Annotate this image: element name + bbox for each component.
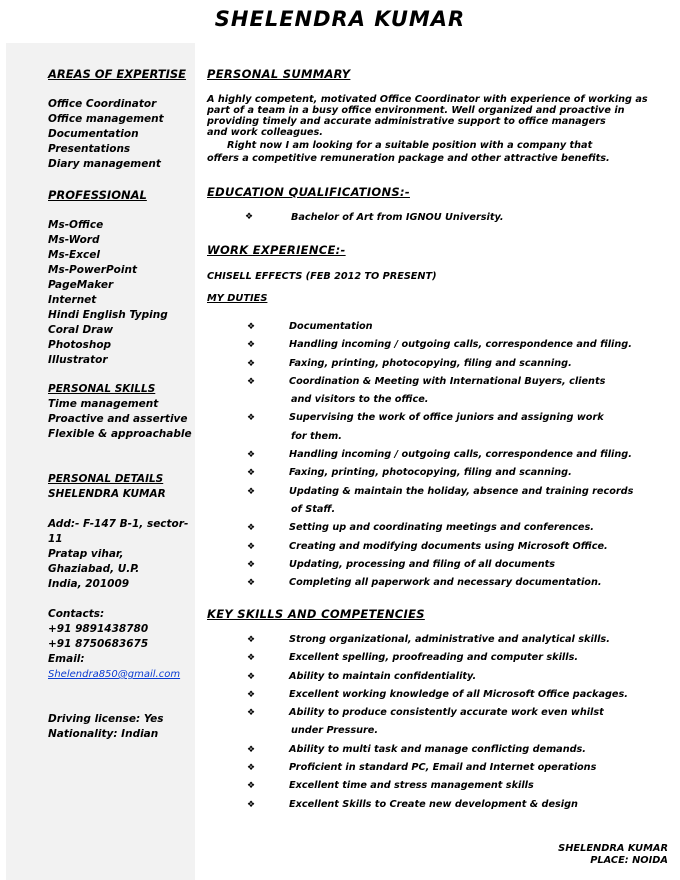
- key-skills-list: [207, 631, 667, 814]
- expertise-item: Presentations: [48, 143, 131, 155]
- driving-license: Driving license: Yes: [48, 713, 164, 725]
- personal-details-heading: PERSONAL DETAILS: [48, 473, 164, 485]
- duties-list: [207, 318, 667, 592]
- bullet-icon: ❖: [247, 578, 256, 589]
- professional-item: PageMaker: [48, 279, 114, 291]
- duty-item-text: Coordination & Meeting with International Buyers, clients: [289, 375, 606, 387]
- skill-item-text: Ability to produce consistently accurate work even whilst: [289, 707, 604, 719]
- duty-item-text: Completing all paperwork and necessary documentation.: [289, 577, 602, 589]
- footer-place: PLACE: NOIDA: [590, 855, 668, 866]
- bullet-icon: ❖: [247, 799, 256, 810]
- address-line: Ghaziabad, U.P.: [48, 563, 140, 575]
- summary-line: part of a team in a busy office environment. Well organized and proactive in: [207, 105, 625, 116]
- duty-item-text-continued: for them.: [291, 430, 342, 442]
- duty-item: [207, 318, 667, 336]
- address-line: Add:- F-147 B-1, sector-11: [48, 518, 189, 545]
- bullet-icon: ❖: [247, 523, 256, 534]
- address-line: Pratap vihar,: [48, 548, 124, 560]
- signature-footer: [558, 843, 668, 867]
- duty-item: [207, 538, 667, 556]
- skill-item: [207, 704, 667, 741]
- professional-item: Internet: [48, 294, 97, 306]
- personal-details-section: [48, 472, 198, 742]
- duty-item: [207, 483, 667, 520]
- skill-item-text: Ability to multi task and manage conflicting demands.: [289, 743, 586, 755]
- duty-item: [207, 464, 667, 482]
- bullet-icon: ❖: [247, 468, 256, 479]
- bullet-icon: ❖: [247, 541, 256, 552]
- education-item: Bachelor of Art from IGNOU University.: [291, 212, 504, 223]
- personal-summary-heading: PERSONAL SUMMARY: [207, 67, 351, 81]
- skill-item-text: Excellent spelling, proofreading and computer skills.: [289, 652, 579, 664]
- my-duties-heading: MY DUTIES: [207, 293, 268, 304]
- duty-item-text: Handling incoming / outgoing calls, correspondence and filing.: [289, 449, 632, 461]
- bullet-icon: ❖: [247, 322, 256, 332]
- skill-item-text-continued: under Pressure.: [291, 725, 379, 737]
- skill-item: Proactive and assertive: [48, 413, 188, 425]
- professional-item: Ms-PowerPoint: [48, 264, 137, 276]
- professional-item: Hindi English Typing: [48, 309, 168, 321]
- personal-skills-heading: PERSONAL SKILLS: [48, 383, 156, 395]
- bullet-icon: ❖: [247, 450, 256, 461]
- duty-item: [207, 556, 667, 574]
- key-skills-list-section: [207, 631, 667, 814]
- summary-line: offers a competitive remuneration package and other attractive benefits.: [207, 153, 610, 164]
- nationality: Nationality: Indian: [48, 728, 159, 740]
- professional-item: Illustrator: [48, 354, 108, 366]
- professional-item: Coral Draw: [48, 324, 114, 336]
- professional-item: Ms-Word: [48, 234, 100, 246]
- duty-item-text-continued: and visitors to the office.: [291, 394, 429, 406]
- bullet-icon: ❖: [247, 559, 256, 570]
- skill-item-text: Ability to maintain confidentiality.: [289, 670, 477, 682]
- summary-line: providing timely and accurate administrative support to office managers: [207, 116, 606, 127]
- duty-item-text: Documentation: [289, 321, 373, 332]
- resume-name-title: SHELENDRA KUMAR: [214, 7, 466, 31]
- duty-item: [207, 355, 667, 373]
- skill-item: [207, 796, 667, 814]
- duty-item: [207, 446, 667, 464]
- duty-item-text: Creating and modifying documents using Microsoft Office.: [289, 540, 608, 552]
- bullet-icon: ❖: [247, 413, 256, 424]
- bullet-icon: ❖: [247, 653, 256, 664]
- key-skills-section: [207, 609, 667, 620]
- skill-item-text: Proficient in standard PC, Email and Internet operations: [289, 762, 597, 774]
- company-line: CHISELL EFFECTS (FEB 2012 TO PRESENT): [207, 271, 437, 282]
- skill-item: [207, 777, 667, 795]
- work-experience-section: [207, 245, 667, 304]
- duty-item-text: Setting up and coordinating meetings and conferences.: [289, 522, 594, 534]
- skill-item: [207, 686, 667, 704]
- duty-item-text: Updating & maintain the holiday, absence and training records: [289, 485, 634, 497]
- skill-item-text: Excellent working knowledge of all Microsoft Office packages.: [289, 688, 628, 700]
- email-link[interactable]: Shelendra850@gmail.com: [48, 669, 181, 680]
- duty-item-text: Handling incoming / outgoing calls, correspondence and filing.: [289, 339, 632, 351]
- address-line: India, 201009: [48, 578, 130, 590]
- duty-item-text: Supervising the work of office juniors and assigning work: [289, 412, 604, 424]
- skill-item: [207, 631, 667, 649]
- duty-item: [207, 409, 667, 446]
- skill-item: [207, 649, 667, 667]
- duty-item: [207, 336, 667, 354]
- bullet-icon: ❖: [247, 689, 256, 700]
- bullet-icon: ❖: [245, 212, 254, 222]
- skill-item-text: Excellent time and stress management skills: [289, 780, 534, 792]
- expertise-item: Office Coordinator: [48, 98, 157, 110]
- duty-item-text: Faxing, printing, photocopying, filing and scanning.: [289, 357, 572, 369]
- areas-of-expertise-heading: AREAS OF EXPERTISE: [48, 67, 187, 81]
- contacts-label: Contacts:: [48, 608, 105, 620]
- bullet-icon: ❖: [247, 358, 256, 369]
- areas-of-expertise-section: [48, 67, 198, 172]
- details-name: SHELENDRA KUMAR: [48, 488, 166, 500]
- professional-item: Ms-Office: [48, 219, 104, 231]
- expertise-item: Documentation: [48, 128, 139, 140]
- bullet-icon: ❖: [247, 376, 256, 387]
- bullet-icon: ❖: [247, 671, 256, 682]
- professional-item: Ms-Excel: [48, 249, 100, 261]
- professional-item: Photoshop: [48, 339, 112, 351]
- duty-item-text: Faxing, printing, photocopying, filing and scanning.: [289, 467, 572, 479]
- bullet-icon: ❖: [247, 708, 256, 719]
- personal-skills-section: [48, 382, 198, 442]
- bullet-icon: ❖: [247, 486, 256, 497]
- phone-number: +91 9891438780: [48, 623, 149, 635]
- skill-item-text: Strong organizational, administrative and analytical skills.: [289, 634, 610, 645]
- skill-item: [207, 668, 667, 686]
- expertise-item: Diary management: [48, 158, 161, 170]
- duty-item-text-continued: of Staff.: [291, 503, 336, 515]
- skill-item: Flexible & approachable: [48, 428, 192, 440]
- skill-item: Time management: [48, 398, 159, 410]
- duty-item: [207, 574, 667, 592]
- summary-line: A highly competent, motivated Office Coordinator with experience of working as: [207, 94, 648, 105]
- skill-item: [207, 741, 667, 759]
- phone-number: +91 8750683675: [48, 638, 149, 650]
- bullet-icon: ❖: [247, 744, 256, 755]
- duty-item-text: Updating, processing and filing of all documents: [289, 558, 556, 570]
- education-heading: EDUCATION QUALIFICATIONS:-: [207, 185, 410, 199]
- professional-section: [48, 188, 198, 368]
- bullet-icon: ❖: [247, 340, 256, 351]
- bullet-icon: ❖: [247, 763, 256, 774]
- bullet-icon: ❖: [247, 635, 256, 645]
- key-skills-heading: KEY SKILLS AND COMPETENCIES: [207, 607, 425, 621]
- work-experience-heading: WORK EXPERIENCE:-: [207, 243, 346, 257]
- summary-line: Right now I am looking for a suitable position with a company that: [227, 140, 593, 151]
- personal-summary-section: [207, 69, 667, 164]
- duty-item: [207, 373, 667, 410]
- education-section: [207, 187, 667, 226]
- skill-item-text: Excellent Skills to Create new development & design: [289, 798, 578, 810]
- skill-item: [207, 759, 667, 777]
- duties-list-section: [207, 318, 667, 592]
- duty-item: [207, 519, 667, 537]
- bullet-icon: ❖: [247, 781, 256, 792]
- professional-heading: PROFESSIONAL: [48, 188, 147, 202]
- expertise-item: Office management: [48, 113, 164, 125]
- summary-line: and work colleagues.: [207, 127, 323, 138]
- footer-name: SHELENDRA KUMAR: [558, 843, 668, 854]
- email-label: Email:: [48, 653, 85, 665]
